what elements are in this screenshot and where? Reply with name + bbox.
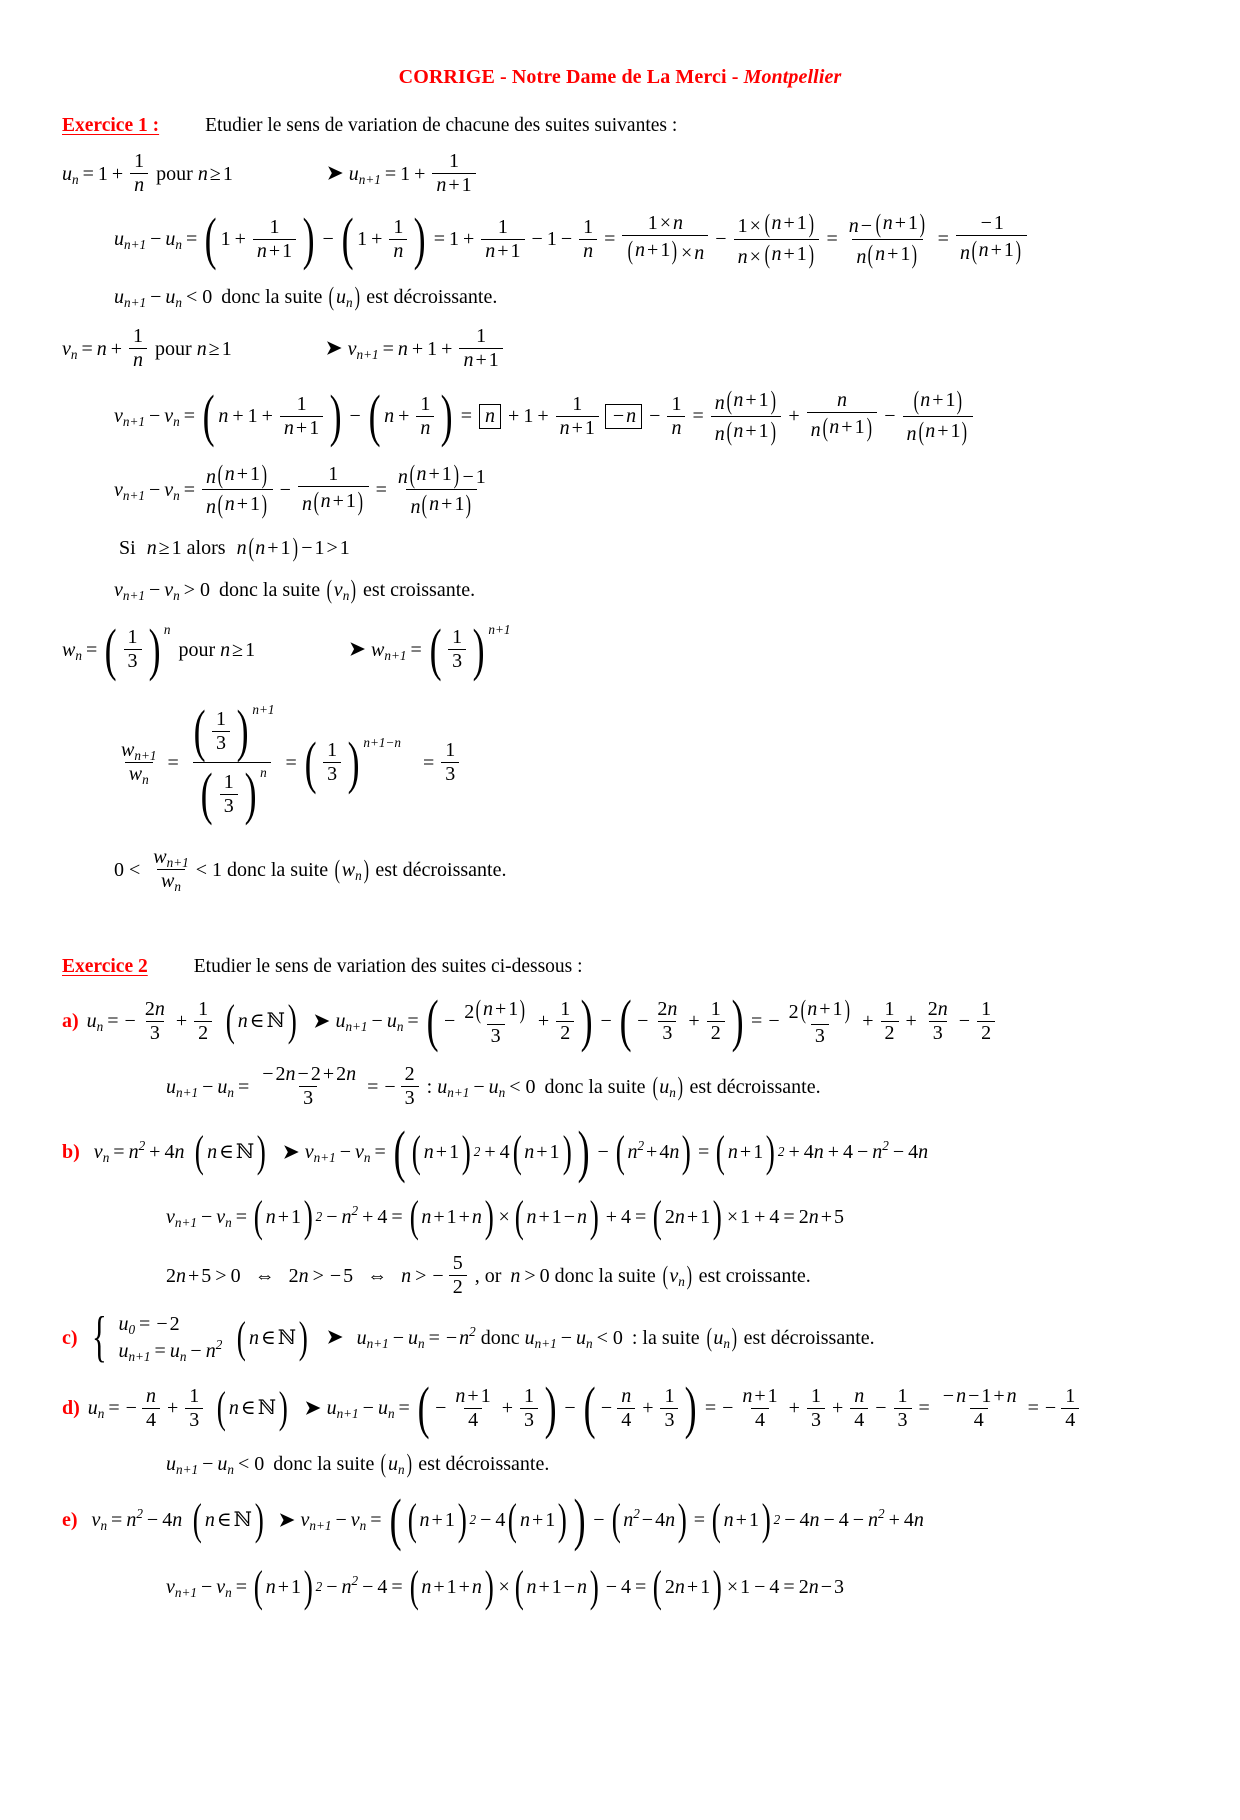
exercise2-item-d-line2: $u_{n+1}$ − $u_n$ < 0 donc la suite ( $u_n$ ) est décroissante. (62, 1451, 1178, 1477)
formula-w-ratio: $\frac{w_{n+1}}{w_n}$ = ( $\frac{1}{3}$ ) n+1 ( $\frac{1}{3}$ ) n = ( $\frac{1}{3}$ ) n+1−n = $\frac{1}{3}$ (62, 701, 1178, 826)
arrow-icon: ➤ (325, 338, 342, 359)
boxed-term-n: n (479, 404, 501, 429)
formula-v-difference: $v_{n+1}$ − $v_n$ = ( n + 1 + $\frac{1}{n + 1}$ ) − ( n + $\frac{1}{n}$ ) = n + 1 + $\frac{1}{n + 1}$ − n − $\frac{1}{n}$ = n ( n + 1 ) n ( n + 1 ) + n n ( n + 1 ) − ( n + 1 ) n ( n + 1 ) (62, 387, 1178, 445)
item-b-or: , or (474, 1264, 502, 1287)
exercise2-item-a-line2: $u_{n+1}$ − $u_n$ = $\frac{- 2n - 2 + 2n}{3}$ = − $\frac{2}{3}$ : $u_{n+1}$ − $u_n$ < 0 donc la suite ( $u_n$ ) est décroissante. (62, 1064, 1178, 1109)
formula-v-definition: $v_n$ = n + $\frac{1}{n}$ pour n ≥ 1 ➤ $v_{n+1}$ = n + 1 + $\frac{1}{n + 1}$ (62, 326, 1178, 371)
arrow-icon: ➤ (304, 1397, 321, 1419)
conclusion-v: $v_{n+1}$ − $v_n$ > 0 donc la suite ( $v_n$ ) est croissante. (62, 577, 1178, 603)
v-conclusion-post: est croissante. (362, 578, 476, 601)
item-b-conclusion-pre: donc la suite (554, 1264, 656, 1287)
pour-word-u: pour (156, 162, 193, 185)
pour-word-v: pour (155, 337, 192, 360)
arrow-icon: ➤ (282, 1141, 299, 1163)
item-a-sign: < 0 (509, 1075, 536, 1098)
item-b-conclusion-post: est croissante. (698, 1264, 811, 1287)
item-c-sign: < 0 (596, 1326, 623, 1349)
exercise2-item-b: b) $v_n$ = $n^2$ + 4 n ( n ∈ ℕ ) ➤ $v_{n+1}$ − $v_n$ = ( ( n + 1 ) 2 + 4 ( n + 1 ) ) − ( $n^2$ + 4 n ) = ( n + 1 ) 2 + 4 n + 4 − $n^2$ − 4 n (62, 1119, 929, 1185)
conclusion-u: $u_{n+1}$ − $u_n$ < 0 donc la suite ( $u_n$ ) est décroissante. (62, 284, 1178, 310)
exercise2-item-b-line3: 2 n + 5 > 0 ⇔ 2 n > − 5 ⇔ n > − $\frac{5}{2}$ , or n > 0 donc la suite ( $v_n$ ) est croissante. (62, 1253, 1178, 1298)
item-d-conclusion-pre: donc la suite (273, 1453, 375, 1476)
exercise2-item-a: a) $u_n$ = − $\frac{2n}{3}$ + $\frac{1}{2}$ ( n ∈ ℕ ) ➤ $u_{n+1}$ − $u_n$ = ( − 2 ( n + 1 ) 3 + $\frac{1}{2}$ ) − ( − $\frac{2n}{3}$ + $\frac{1}{2}$ ) = − 2 ( n + 1 ) 3 + $\frac{1}{2}$ + $\frac{2n}{3}$ − $\frac{1}{2}$ (62, 992, 1178, 1050)
formula-v-si-alors: Si n ≥ 1 alors n ( n + 1 ) − 1 > 1 (62, 535, 1178, 561)
item-a-conclusion-pre: donc la suite (544, 1075, 646, 1098)
system-brace: { (91, 1305, 107, 1368)
document-header (0, 66, 1240, 89)
formula-v-difference-2: $v_{n+1}$ − $v_n$ = n ( n + 1 ) n ( n + 1 ) − 1 n ( n + 1 ) = n ( n + 1 ) − 1 n ( n + 1 ) (114, 460, 486, 520)
item-a-conclusion-post: est décroissante. (689, 1075, 821, 1098)
item-letter-b: b) (62, 1141, 80, 1164)
exercise2-item-c: c) { $u_0$ = − 2 $u_{n+1}$ = $u_n$ − $n^2$ ( n ∈ ℕ ) ➤ $u_{n+1}$ − $u_n$ = − $n^2$ donc $u_{n+1}$ − $u_n$ < 0 : la suite ( $u_n$ ) est décroissante. (62, 1314, 1178, 1361)
item-c-colon: : la suite (631, 1326, 700, 1349)
exercise-1-label: Exercice 1 : (62, 115, 160, 136)
exercise-1-heading (62, 115, 1178, 137)
item-letter-d: d) (62, 1397, 80, 1420)
formula-u-definition: $u_n$ = 1 + $\frac{1}{n}$ pour n ≥ 1 ➤ $u_{n+1}$ = 1 + $\frac{1}{n + 1}$ (62, 151, 1178, 196)
exercise2-item-e-line2: $v_{n+1}$ − $v_n$ = ( n + 1 ) 2 − $n^2$ − 4 = ( n + 1 + n ) × ( n + 1 − n ) − 4 = ( 2 n + 1 ) × 1 − 4 = 2 n − 3 (166, 1562, 844, 1612)
pour-word-w: pour (178, 638, 216, 661)
alors-word: alors (186, 536, 226, 559)
arrow-icon: ➤ (349, 639, 366, 661)
formula-u-difference: $u_{n+1}$ − $u_n$ = ( 1 + $\frac{1}{n + 1}$ ) − ( 1 + $\frac{1}{n}$ ) = 1 + $\frac{1}{n + 1}$ − 1 − $\frac{1}{n}$ = 1 × n ( n + 1 ) × n − 1 × ( n + 1 ) n × ( n + 1 ) = n − ( n + 1 ) n ( n + 1 ) = − 1 n ( n + 1 ) (62, 210, 1178, 268)
conclusion-w: 0 < $\frac{w_{n+1}}{w_n}$ < 1 donc la suite ( $w_n$ ) est décroissante. (62, 847, 1178, 892)
w-ratio-hi: < 1 (195, 858, 222, 881)
v-sign: > 0 (183, 578, 211, 601)
exercise-2-heading (62, 956, 1178, 978)
header-prefix: CORRIGE - Notre Dame de La Merci - (398, 66, 744, 88)
arrow-icon: ➤ (326, 163, 343, 184)
item-d-conclusion-post: est décroissante. (418, 1453, 550, 1476)
arrow-icon: ➤ (278, 1509, 295, 1531)
document-content (0, 115, 1240, 1612)
boxed-term-minus-n: − n (605, 404, 642, 429)
item-letter-a: a) (62, 1010, 79, 1033)
u-conclusion-pre: donc la suite (221, 286, 323, 308)
exercise-2-label: Exercice 2 (62, 956, 148, 978)
item-letter-c: c) (62, 1326, 78, 1349)
exercise-1-instruction: Etudier le sens de variation de chacune des suites suivantes : (205, 115, 678, 136)
w-ratio-lo: 0 < (114, 858, 141, 881)
v-conclusion-pre: donc la suite (219, 578, 321, 601)
document-page (0, 66, 1240, 1820)
item-c-donc: donc (480, 1326, 520, 1349)
w-conclusion-pre: donc la suite (227, 858, 329, 881)
item-letter-e: e) (62, 1509, 78, 1532)
arrow-icon: ➤ (326, 1327, 343, 1349)
exercise2-item-d: d) $u_n$ = − $\frac{n}{4}$ + $\frac{1}{3}$ ( n ∈ ℕ ) ➤ $u_{n+1}$ − $u_n$ = ( − $\frac{n + 1}{4}$ + $\frac{1}{3}$ ) − ( − $\frac{n}{4}$ + $\frac{1}{3}$ ) = − $\frac{n + 1}{4}$ + $\frac{1}{3}$ + $\frac{n}{4}$ − $\frac{1}{3}$ = $\frac{- n - 1 + n}{4}$ = − $\frac{1}{4}$ (62, 1379, 1178, 1437)
si-word: Si (119, 536, 136, 559)
u-sign: < 0 (185, 286, 213, 308)
exercise2-item-b-line2: $v_{n+1}$ − $v_n$ = ( n + 1 ) 2 − $n^2$ + 4 = ( n + 1 + n ) × ( n + 1 − n ) + 4 = ( 2 n + 1 ) × 1 + 4 = 2 n + 5 (166, 1192, 844, 1242)
w-conclusion-post: est décroissante. (375, 858, 507, 881)
arrow-icon: ➤ (313, 1010, 330, 1032)
item-a-colon: : (426, 1075, 433, 1098)
exercise2-item-e: e) $v_n$ = $n^2$ − 4 n ( n ∈ ℕ ) ➤ $v_{n+1}$ − $v_n$ = ( ( n + 1 ) 2 − 4 ( n + 1 ) ) − ( $n^2$ − 4 n ) = ( n + 1 ) 2 − 4 n − 4 − $n^2$ + 4 n (62, 1487, 924, 1553)
header-school: Montpellier (743, 66, 842, 88)
formula-w-definition: $w_n$ = ( $\frac{1}{3}$ ) n pour n ≥ 1 ➤ $w_{n+1}$ = ( $\frac{1}{3}$ ) n+1 (62, 616, 511, 682)
item-d-sign: < 0 (237, 1453, 265, 1476)
item-c-conclusion-post: est décroissante. (743, 1326, 875, 1349)
exercise-2-instruction: Etudier le sens de variation des suites ci-dessous : (193, 956, 583, 978)
u-conclusion-post: est décroissante. (366, 286, 498, 308)
system-equations: $u_0$ = − 2 $u_{n+1}$ = $u_n$ − $n^2$ (118, 1313, 223, 1365)
